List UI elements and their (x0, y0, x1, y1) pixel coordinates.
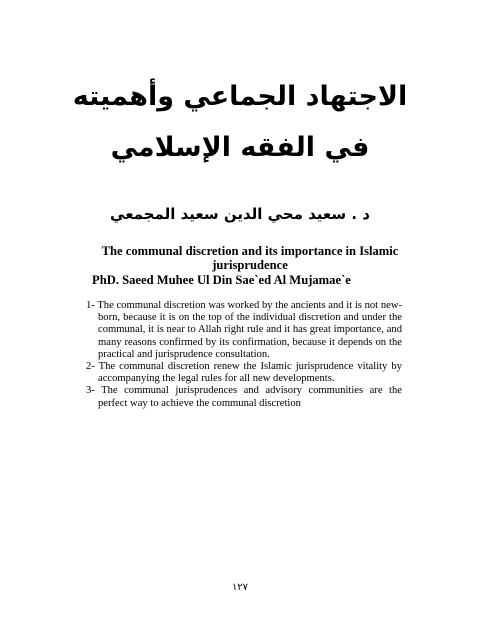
abstract-point: 3- The communal jurisprudences and advisory communities are the perfect way to achieve the communal discretion (86, 385, 402, 409)
abstract-list (86, 300, 402, 410)
arabic-title-line-2: في الفقه الإسلامي (110, 132, 370, 163)
page-number: ١٢٧ (231, 582, 249, 593)
arabic-author: د . سعيد محي الدين سعيد المجمعي (110, 205, 370, 223)
english-author: PhD. Saeed Muhee Ul Din Sae`ed Al Mujamae`e (92, 273, 351, 287)
arabic-title-line-1: الاجتهاد الجماعي وأهميته (72, 81, 408, 112)
abstract-point: 2- The communal discretion renew the Islamic jurisprudence vitality by accompanying the legal rules for all new developments. (86, 361, 402, 385)
english-title: The communal discretion and its importance in Islamic jurisprudence (101, 244, 399, 272)
abstract-point: 1- The communal discretion was worked by the ancients and it is not new-born, because it is on the top of the individual discretion and under the communal, it is near to Allah right rule and it has great importance, and many reasons confirmed by its confirmation, because it depends on the practical and jurisprudence consultation. (86, 300, 402, 360)
